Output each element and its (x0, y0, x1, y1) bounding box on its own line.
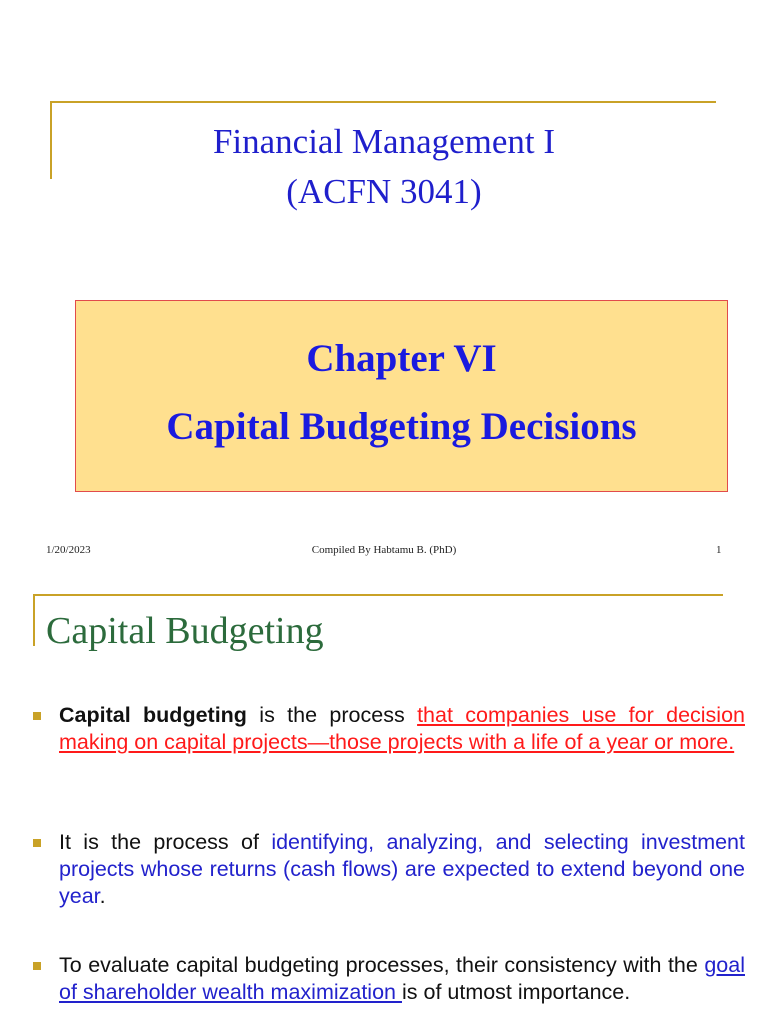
corner-rule-left (33, 594, 35, 646)
slide-title: Capital Budgeting (46, 610, 324, 652)
bullet-3-highlight: goal of shareholder wealth maximization (59, 953, 745, 1004)
chapter-number: Chapter VI (306, 337, 497, 380)
bullet-square-icon (33, 839, 41, 847)
bullet-1 (59, 702, 745, 756)
footer-page-number: 1 (716, 544, 722, 556)
bullet-3 (59, 952, 745, 1006)
bullet-2-highlight: identifying, analyzing, and selecting investment projects whose returns (cash flows) are expected to extend beyond one year (59, 830, 745, 908)
footer-author: Compiled By Habtamu B. (PhD) (311, 544, 457, 556)
bullet-3-text: To evaluate capital budgeting processes, their consistency with the (59, 953, 705, 977)
bullet-3-end: is of utmost importance. (401, 980, 631, 1004)
bullet-2-text: It is the process of (59, 830, 272, 854)
footer-date: 1/20/2023 (46, 544, 91, 556)
slide-2 (0, 580, 768, 1024)
bullet-1-term: Capital budgeting (59, 703, 247, 727)
corner-rule-top (33, 594, 723, 596)
course-title: Financial Management I (212, 122, 556, 161)
bullet-square-icon (33, 712, 41, 720)
course-code: (ACFN 3041) (286, 172, 482, 211)
bullet-square-icon (33, 962, 41, 970)
bullet-2 (59, 829, 745, 910)
bullet-1-text: is the process (246, 703, 418, 727)
bullet-2-end: . (99, 884, 106, 908)
bullet-1-highlight: that companies use for decision making on capital projects—those projects with a life of a year or more. (59, 703, 745, 754)
corner-rule-top (50, 101, 716, 103)
chapter-box (75, 300, 728, 492)
chapter-title: Capital Budgeting Decisions (166, 405, 637, 448)
